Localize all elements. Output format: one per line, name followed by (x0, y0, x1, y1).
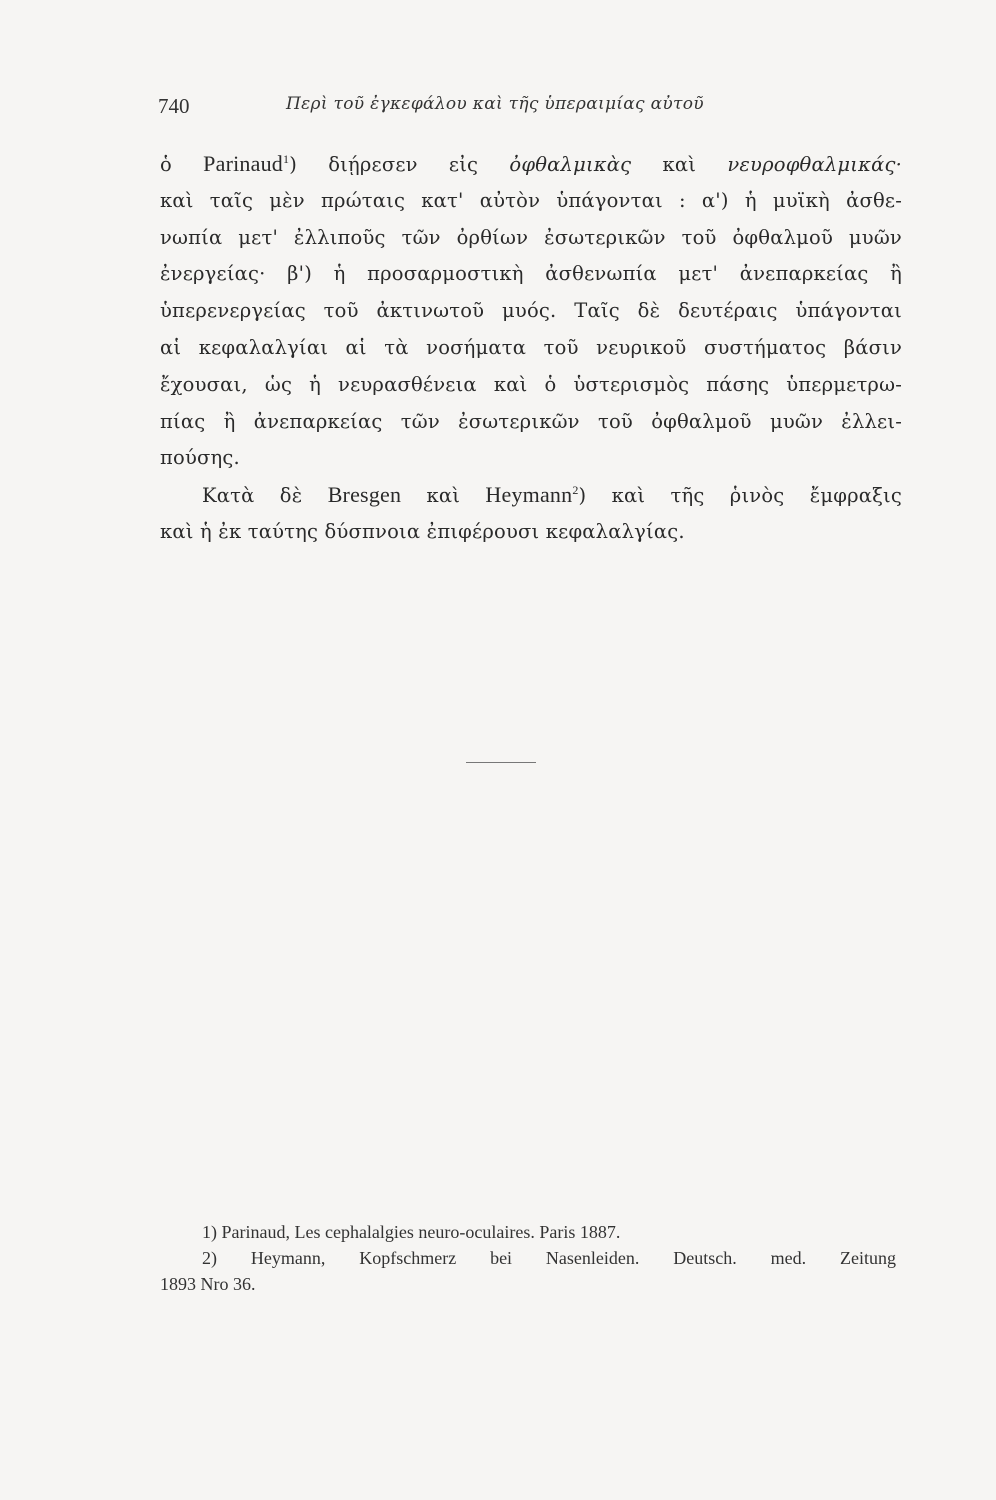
footnotes (160, 1219, 896, 1297)
running-head (158, 94, 898, 122)
text-line: αἱ κεφαλαλγίαι αἱ τὰ νοσήματα τοῦ νευρικοῦ συστήματος βάσιν (160, 335, 902, 359)
author-name: Parinaud (203, 151, 283, 176)
footnote-2: 2) Heymann, Kopfschmerz bei Nasenleiden. Deutsch. med. Zeitung (202, 1248, 896, 1268)
footnote-2-continued: 1893 Nro 36. (160, 1274, 256, 1294)
footnote-1: 1) Parinaud, Les cephalalgies neuro-oculaires. Paris 1887. (202, 1222, 621, 1242)
text-line: νωπία μετ' ἐλλιποῦς τῶν ὀρθίων ἐσωτερικῶν τοῦ ὀφθαλμοῦ μυῶν (160, 225, 902, 249)
section-divider (466, 762, 536, 763)
running-title: Περὶ τοῦ ἐγκεφάλου καὶ τῆς ὑπεραιμίας αὐτοῦ (286, 94, 704, 114)
text-line: ἔχουσαι, ὡς ἡ νευρασθένεια καὶ ὁ ὑστερισμὸς πάσης ὑπερμετρω- (160, 372, 902, 396)
footnote-ref: 1 (282, 152, 290, 166)
author-name: Bresgen (327, 482, 402, 508)
text-line: ὑπερενεργείας τοῦ ἀκτινωτοῦ μυός. Ταῖς δὲ δευτέραις ὑπάγονται (160, 299, 902, 323)
page-number: 740 (158, 94, 190, 118)
text-line: πίας ἢ ἀνεπαρκείας τῶν ἐσωτερικῶν τοῦ ὀφθαλμοῦ μυῶν ἐλλει- (160, 409, 902, 433)
text-line: ὁ Parinaud$^1$) διῄρεσεν εἰς ὀφθαλμικὰς καὶ νευροφθαλμικάς· (160, 151, 903, 176)
body-text (160, 146, 902, 551)
author-name: Heymann (485, 482, 573, 508)
text-line: καὶ ταῖς μὲν πρώταις κατ' αὐτὸν ὑπάγονται : α') ἡ μυϊκὴ ἀσθε- (160, 188, 902, 212)
footnote-ref: 2 (572, 483, 579, 498)
text-line: πούσης. (160, 446, 240, 470)
text-line: ἐνεργείας· β') ἡ προσαρμοστικὴ ἀσθενωπία μετ' ἀνεπαρκείας ἢ (160, 262, 902, 286)
text-line: Κατὰ δὲ Bresgen καὶ Heymann$^2$) καὶ τῆς ῥινὸς ἔμφραξις (202, 482, 903, 508)
text-line: καὶ ἡ ἐκ ταύτης δύσπνοια ἐπιφέρουσι κεφαλαλγίας. (160, 519, 685, 543)
